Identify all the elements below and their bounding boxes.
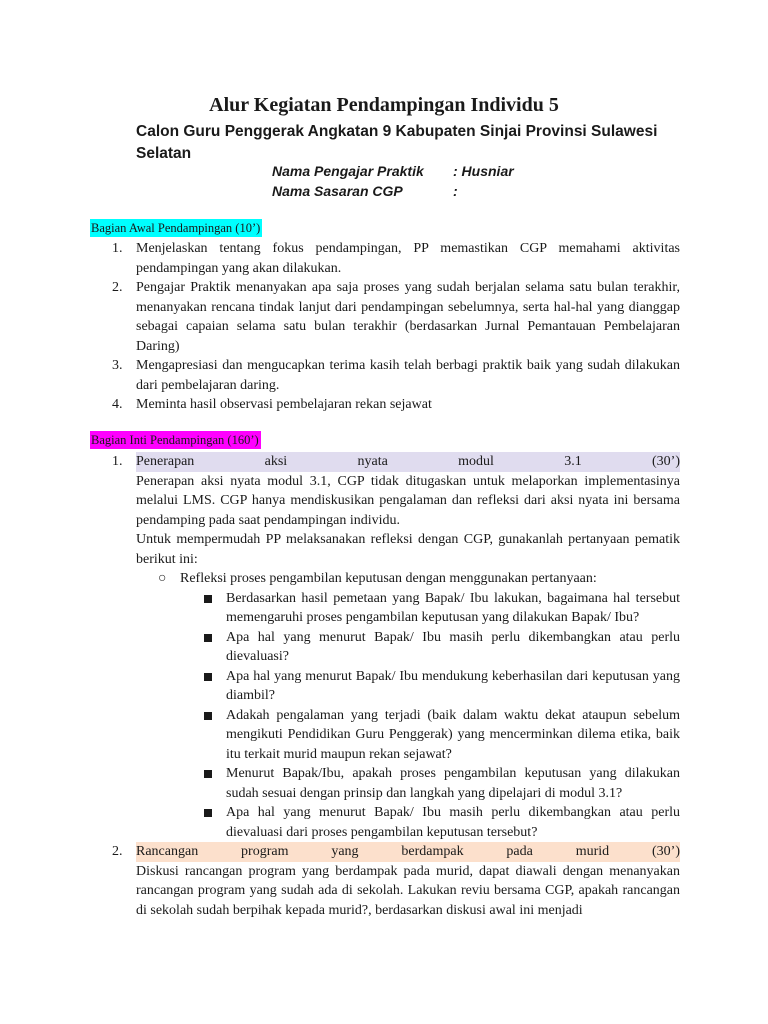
list-number: 1. <box>112 454 123 469</box>
meta-value: : Husniar <box>453 163 514 179</box>
question-text: Apa hal yang menurut Bapak/ Ibu masih perlu dikembangkan atau perlu dievaluasi? <box>226 629 680 664</box>
square-bullet-icon <box>204 673 212 681</box>
question-item <box>90 764 680 803</box>
question-item <box>90 706 680 765</box>
question-item <box>90 667 680 706</box>
question-text: Berdasarkan hasil pemetaan yang Bapak/ Ibu lakukan, bagaimana hal tersebut memengaruhi proses pengambilan keputusan yang dilakukan Bapak/ Ibu? <box>226 590 680 625</box>
square-bullet-icon <box>204 712 212 720</box>
question-text: Apa hal yang menurut Bapak/ Ibu mendukung keberhasilan dari keputusan yang diambil? <box>226 668 680 703</box>
list-item <box>90 356 680 395</box>
list-item <box>90 452 680 569</box>
question-item <box>90 803 680 842</box>
square-bullet-icon <box>204 809 212 817</box>
section-awal-list <box>90 239 680 415</box>
list-item <box>90 842 680 920</box>
meta-value: : <box>453 183 458 199</box>
question-item <box>90 628 680 667</box>
sub-list-item <box>90 569 680 589</box>
section-heading-awal: Bagian Awal Pendampingan (10’) <box>91 221 261 235</box>
item-heading: Penerapan aksi nyata modul 3.1 (30’) <box>136 452 680 472</box>
list-number: 3. <box>112 358 123 373</box>
meta-label: Nama Pengajar Praktik <box>272 163 424 179</box>
question-text: Apa hal yang menurut Bapak/ Ibu masih perlu dikembangkan atau perlu dievaluasi dari proses pengambilan keputusan tersebut? <box>226 805 680 840</box>
question-item <box>90 589 680 628</box>
list-item <box>90 395 680 415</box>
item-heading: Rancangan program yang berdampak pada murid (30’) <box>136 842 680 862</box>
list-number: 2. <box>112 280 123 295</box>
document-subtitle: Calon Guru Penggerak Angkatan 9 Kabupaten Sinjai Provinsi Sulawesi Selatan <box>136 123 658 162</box>
item-paragraph: Untuk mempermudah PP melaksanakan refleksi dengan CGP, gunakanlah pertanyaan pematik berikut ini: <box>136 532 680 567</box>
square-bullet-icon <box>204 595 212 603</box>
list-item <box>90 239 680 278</box>
item-paragraph: Diskusi rancangan program yang berdampak pada murid, dapat diawali dengan menanyakan rancangan program yang sudah ada di sekolah. Lakukan reviu bersama CGP, apakah rancangan di sekolah sudah berpihak kepada murid?, berdasarkan diskusi awal ini menjadi <box>136 863 680 918</box>
list-item-text: Pengajar Praktik menanyakan apa saja proses yang sudah berjalan selama satu bulan terakhir, menanyakan rencana tindak lanjut dari pendampingan sebelumnya, serta hal-hal yang dianggap sebagai capaian selama satu bulan terakhir (berdasarkan Jurnal Pemantauan Pembelajaran Daring) <box>136 280 680 354</box>
list-item-text: Menjelaskan tentang fokus pendampingan, PP memastikan CGP memahami aktivitas pendampingan yang akan dilakukan. <box>136 241 680 276</box>
question-text: Adakah pengalaman yang terjadi (baik dalam waktu dekat ataupun sebelum mengikuti Pendidikan Guru Penggerak) yang mencerminkan dilema etika, baik itu terkait murid maupun rekan sejawat? <box>226 707 680 762</box>
circle-bullet-icon: ○ <box>158 571 167 586</box>
meta-label: Nama Sasaran CGP <box>272 183 403 199</box>
list-number: 2. <box>112 844 123 859</box>
list-item-text: Meminta hasil observasi pembelajaran rekan sejawat <box>136 397 432 412</box>
list-item-text: Mengapresiasi dan mengucapkan terima kasih telah berbagi praktik baik yang sudah dilakukan dari pembelajaran daring. <box>136 358 680 393</box>
list-number: 4. <box>112 397 123 412</box>
sub-item-text: Refleksi proses pengambilan keputusan dengan menggunakan pertanyaan: <box>180 571 597 586</box>
document-title: Alur Kegiatan Pendampingan Individu 5 <box>209 94 559 116</box>
square-bullet-icon <box>204 634 212 642</box>
question-text: Menurut Bapak/Ibu, apakah proses pengambilan keputusan yang dilakukan sudah sesuai dengan prinsip dan langkah yang dipelajari di modul 3.1? <box>226 766 680 801</box>
list-item <box>90 278 680 356</box>
square-bullet-icon <box>204 770 212 778</box>
section-inti-list <box>90 452 680 920</box>
item-paragraph: Penerapan aksi nyata modul 3.1, CGP tidak ditugaskan untuk melaporkan implementasinya melalui LMS. CGP hanya mendiskusikan pengalaman dan refleksi dari aksi nyata ini bersama pendamping pada saat pendampingan individu. <box>136 473 680 528</box>
list-number: 1. <box>112 241 123 256</box>
section-heading-inti: Bagian Inti Pendampingan (160’) <box>91 433 259 447</box>
